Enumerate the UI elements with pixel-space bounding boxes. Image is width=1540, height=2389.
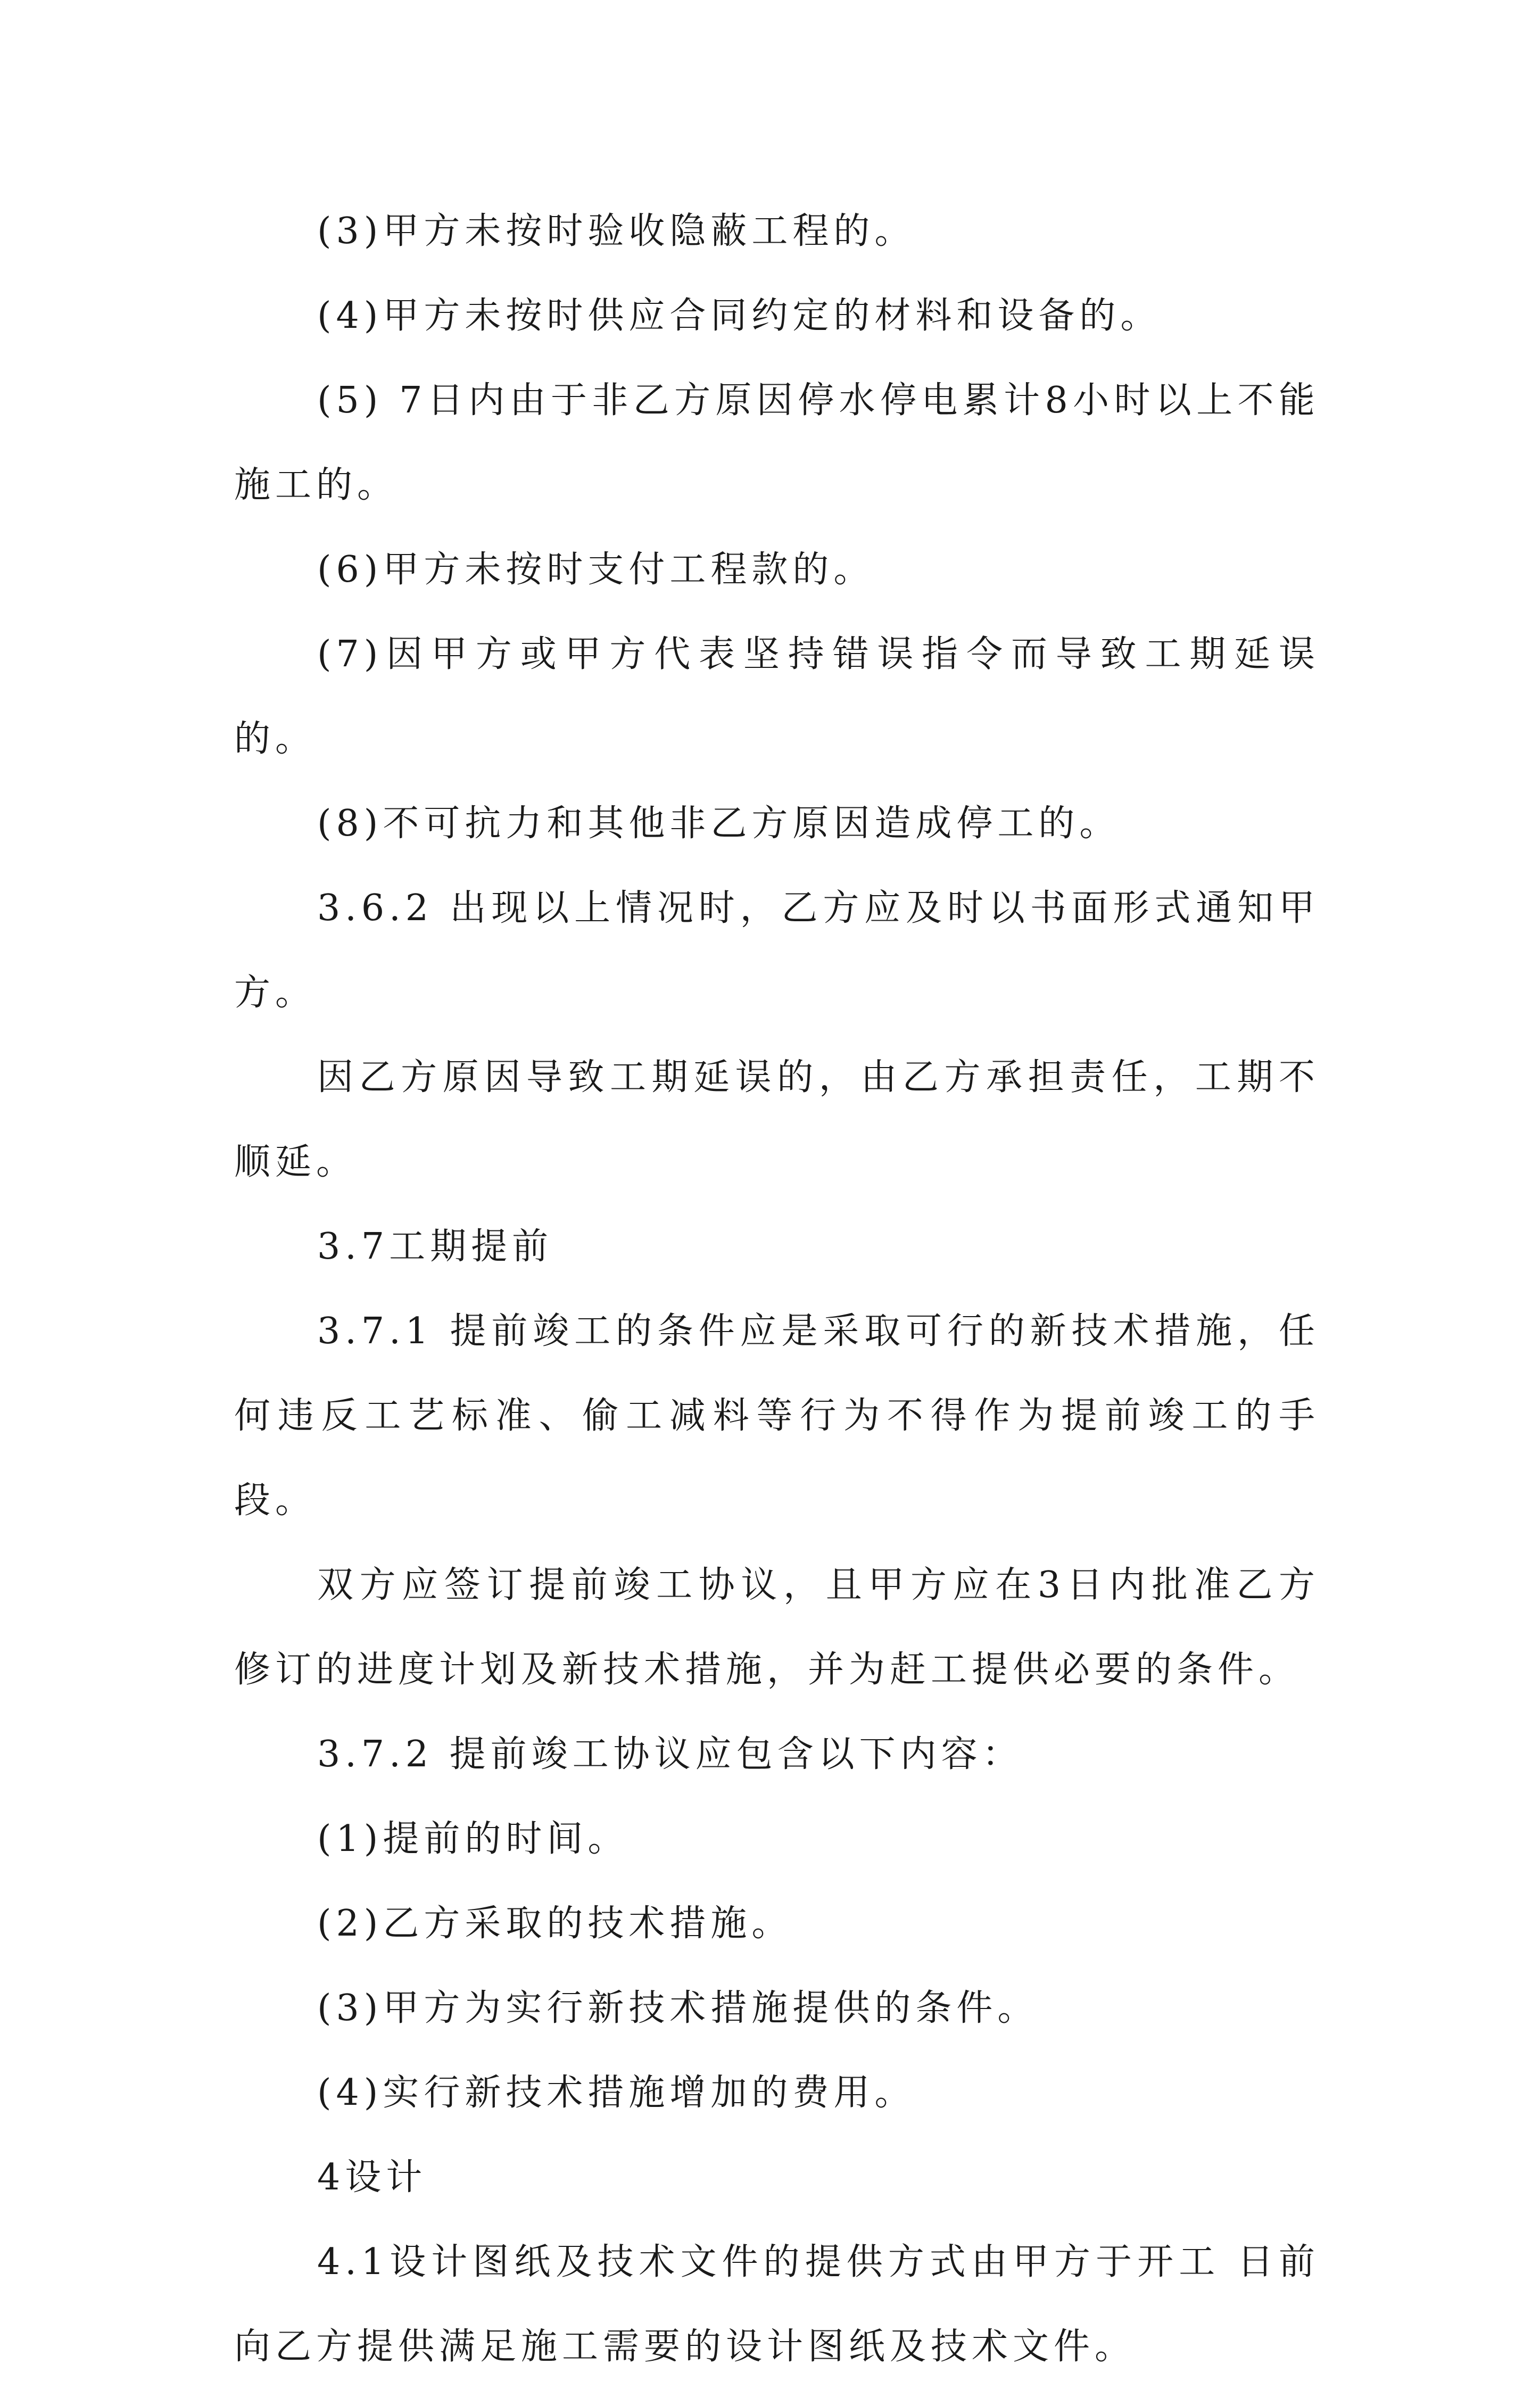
clause-4-1: 4.1设计图纸及技术文件的提供方式由甲方于开工 日前向乙方提供满足施工需要的设计图纸及技术文件。 — [234, 2241, 1320, 2368]
clause-3-7-2: 3.7.2 提前竣工协议应包含以下内容： — [317, 1733, 1023, 1775]
clause-3-7-1: 3.7.1 提前竣工的条件应是采取可行的新技术措施，任何违反工艺标准、偷工减料等行为不得作为提前竣工的手段。 — [234, 1310, 1320, 1522]
paragraph-party-b-delay: 因乙方原因导致工期延误的，由乙方承担责任，工期不顺延。 — [234, 1056, 1320, 1183]
list-item-4-costs: (4)实行新技术措施增加的费用。 — [317, 2072, 916, 2114]
paragraph-8-force-majeure: (8)不可抗力和其他非乙方原因造成停工的。 — [317, 803, 1121, 845]
paragraph-3-unaccepted-hidden-works: (3)甲方未按时验收隐蔽工程的。 — [317, 210, 916, 252]
document-body — [234, 189, 1320, 2389]
list-item-1-time: (1)提前的时间。 — [317, 1818, 629, 1860]
section-heading-4: 4设计 — [317, 2156, 427, 2198]
clause-3-6-2: 3.6.2 出现以上情况时，乙方应及时以书面形式通知甲方。 — [234, 887, 1320, 1014]
paragraph-4-materials-not-supplied: (4)甲方未按时供应合同约定的材料和设备的。 — [317, 295, 1162, 337]
list-item-3-conditions: (3)甲方为实行新技术措施提供的条件。 — [317, 1987, 1039, 2029]
paragraph-7-wrong-instructions: (7)因甲方或甲方代表坚持错误指令而导致工期延误的。 — [234, 633, 1320, 760]
section-heading-3-7: 3.7工期提前 — [317, 1226, 553, 1268]
paragraph-6-payment-late: (6)甲方未按时支付工程款的。 — [317, 549, 875, 591]
paragraph-5-power-water-outage: (5) 7日内由于非乙方原因停水停电累计8小时以上不能施工的。 — [234, 379, 1320, 506]
list-item-2-measures: (2)乙方采取的技术措施。 — [317, 1903, 793, 1945]
paragraph-early-completion-agreement: 双方应签订提前竣工协议，且甲方应在3日内批准乙方修订的进度计划及新技术措施，并为赶工提供必要的条件。 — [234, 1564, 1320, 1691]
